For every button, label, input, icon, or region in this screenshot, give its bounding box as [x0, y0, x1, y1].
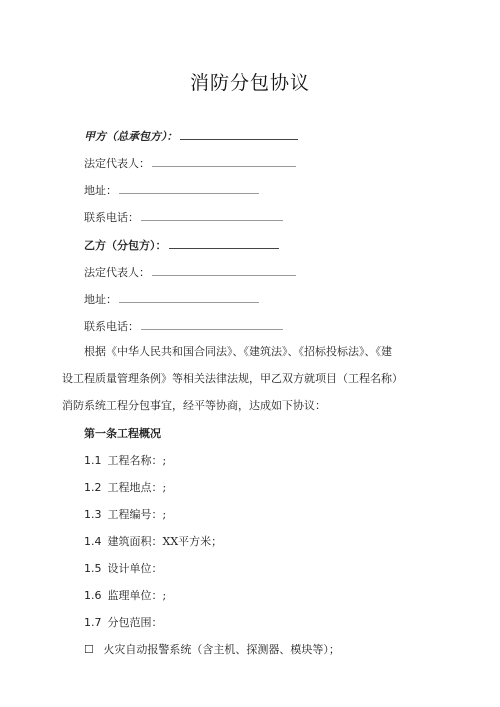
item-1-5	[84, 562, 163, 576]
party-a-rep-label: 法定代表人：	[84, 157, 150, 170]
party-b-rep-blank	[152, 264, 296, 276]
party-a-blank	[180, 128, 298, 140]
party-b-row	[84, 237, 279, 253]
party-b-phone-row	[84, 318, 283, 334]
party-b-rep-row	[84, 264, 296, 280]
party-a-rep-row	[84, 155, 296, 171]
item-1-1	[84, 454, 166, 468]
section-1-heading: 第一条工程概况	[84, 427, 161, 440]
document-title: 消防分包协议	[189, 72, 310, 94]
item-1-6	[84, 589, 166, 603]
item-text: 监理单位：;	[107, 589, 167, 602]
item-1-2	[84, 481, 166, 495]
party-a-phone-label: 联系电话：	[84, 211, 139, 224]
party-b-blank	[169, 237, 279, 249]
item-number: 1.2	[84, 481, 102, 494]
item-text: 工程名称：;	[107, 454, 167, 467]
party-a-addr-row	[84, 182, 259, 198]
party-b-addr-blank	[119, 291, 259, 303]
party-a-label: 甲方（总承包方）：	[84, 130, 178, 143]
party-a-row	[84, 128, 298, 144]
party-a-rep-blank	[152, 155, 296, 167]
item-text: 工程地点：;	[107, 481, 167, 494]
intro-line-1: 根据《中华人民共和国合同法》、《建筑法》、《招标投标法》、《建	[84, 345, 392, 358]
checkbox-icon: ☐	[84, 643, 94, 656]
item-text: 工程编号：;	[107, 508, 167, 521]
party-a-phone-blank	[141, 209, 283, 221]
intro-line-2: 设工程质量管理条例》等相关法律法规，甲乙双方就项目（工程名称）	[62, 372, 403, 385]
party-b-phone-blank	[141, 318, 283, 330]
item-number: 1.7	[84, 616, 102, 629]
party-a-addr-label: 地址：	[84, 184, 117, 197]
item-number: 1.4	[84, 535, 102, 548]
item-number: 1.3	[84, 508, 102, 521]
scope-checkbox-item	[84, 643, 340, 657]
party-b-addr-row	[84, 291, 259, 307]
item-number: 1.6	[84, 589, 102, 602]
item-number: 1.5	[84, 562, 102, 575]
item-1-7	[84, 616, 163, 630]
party-b-phone-label: 联系电话：	[84, 320, 139, 333]
item-text: 分包范围：	[107, 616, 163, 629]
item-text: 建筑面积：XX平方米；	[107, 535, 223, 548]
checkbox-item-text: 火灾自动报警系统（含主机、探测器、模块等）；	[103, 643, 340, 656]
intro-line-3: 消防系统工程分包事宜，经平等协商，达成如下协议：	[62, 399, 326, 412]
party-b-addr-label: 地址：	[84, 293, 117, 306]
item-1-3	[84, 508, 166, 522]
party-b-rep-label: 法定代表人：	[84, 266, 150, 279]
party-b-label: 乙方（分包方）：	[84, 239, 167, 252]
party-a-addr-blank	[119, 182, 259, 194]
item-text: 设计单位：	[107, 562, 163, 575]
item-number: 1.1	[84, 454, 102, 467]
party-a-phone-row	[84, 209, 283, 225]
item-1-4	[84, 535, 222, 549]
